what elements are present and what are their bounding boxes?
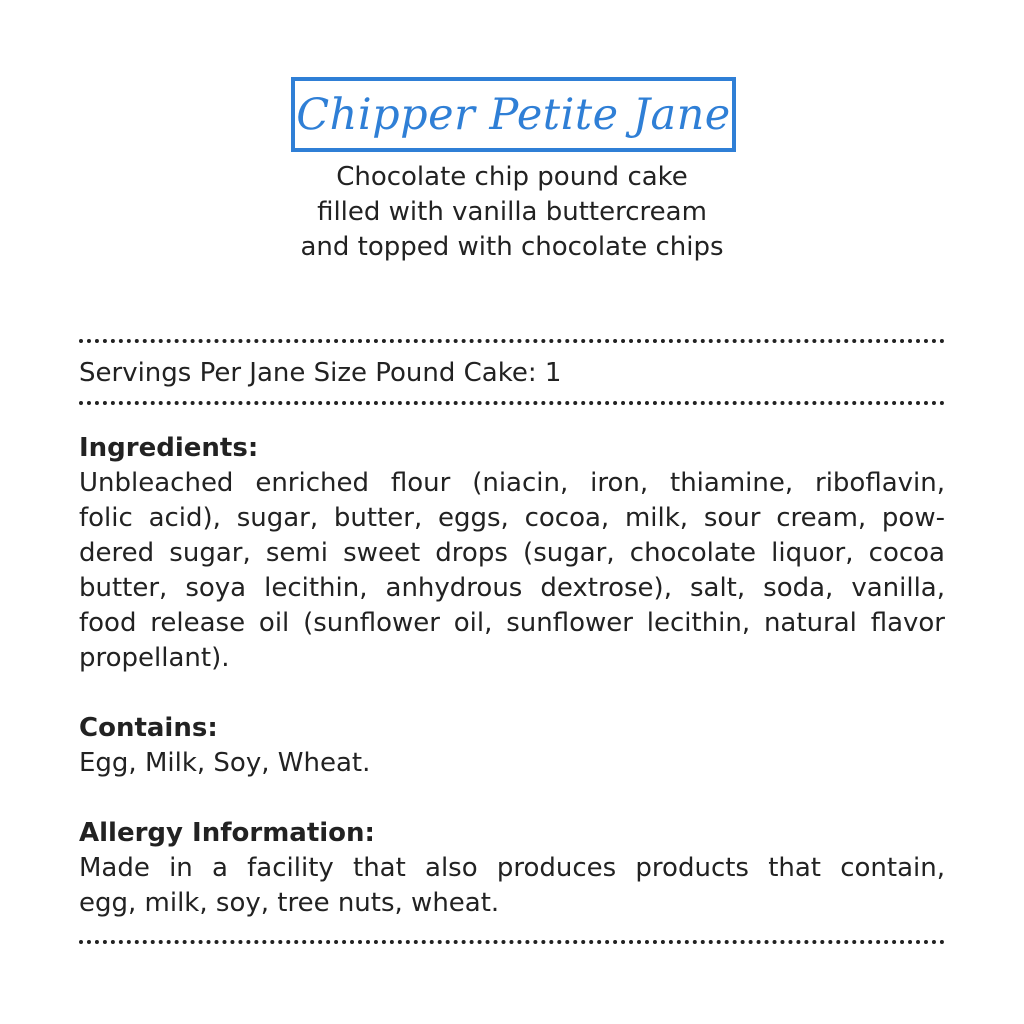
allergy-section	[79, 816, 945, 921]
allergy-line: Made in a facility that also produces products that contain,	[79, 853, 945, 883]
servings-text: Servings Per Jane Size Pound Cake: 1	[79, 358, 562, 388]
ingredients-line: dered sugar, semi sweet drops (sugar, chocolate liquor, cocoa	[79, 538, 945, 568]
product-title: Chipper Petite Jane	[296, 89, 731, 140]
ingredients-body	[79, 466, 945, 676]
description-line: Chocolate chip pound cake	[336, 162, 688, 192]
dotted-divider	[79, 339, 945, 343]
allergy-heading: Allergy Information:	[79, 818, 375, 848]
ingredients-line: food release oil (sunflower oil, sunflower lecithin, natural flavor	[79, 608, 945, 638]
contains-line: Egg, Milk, Soy, Wheat.	[79, 748, 371, 778]
description-line: filled with vanilla buttercream	[317, 197, 707, 227]
contains-heading: Contains:	[79, 713, 218, 743]
ingredients-line: propellant).	[79, 643, 230, 673]
product-description	[0, 160, 1024, 265]
ingredients-heading: Ingredients:	[79, 433, 259, 463]
contains-body	[79, 746, 945, 781]
description-line: and topped with chocolate chips	[300, 232, 724, 262]
ingredients-line: Unbleached enriched flour (niacin, iron, thiamine, riboflavin,	[79, 468, 945, 498]
allergy-line: egg, milk, soy, tree nuts, wheat.	[79, 888, 500, 918]
product-title-box	[291, 77, 736, 152]
ingredients-line: folic acid), sugar, butter, eggs, cocoa, milk, sour cream, pow-	[79, 503, 945, 533]
ingredients-line: butter, soya lecithin, anhydrous dextrose), salt, soda, vanilla,	[79, 573, 945, 603]
dotted-divider	[79, 401, 945, 405]
ingredients-section	[79, 431, 945, 676]
dotted-divider	[79, 940, 945, 944]
contains-section	[79, 711, 945, 781]
allergy-body	[79, 851, 945, 921]
